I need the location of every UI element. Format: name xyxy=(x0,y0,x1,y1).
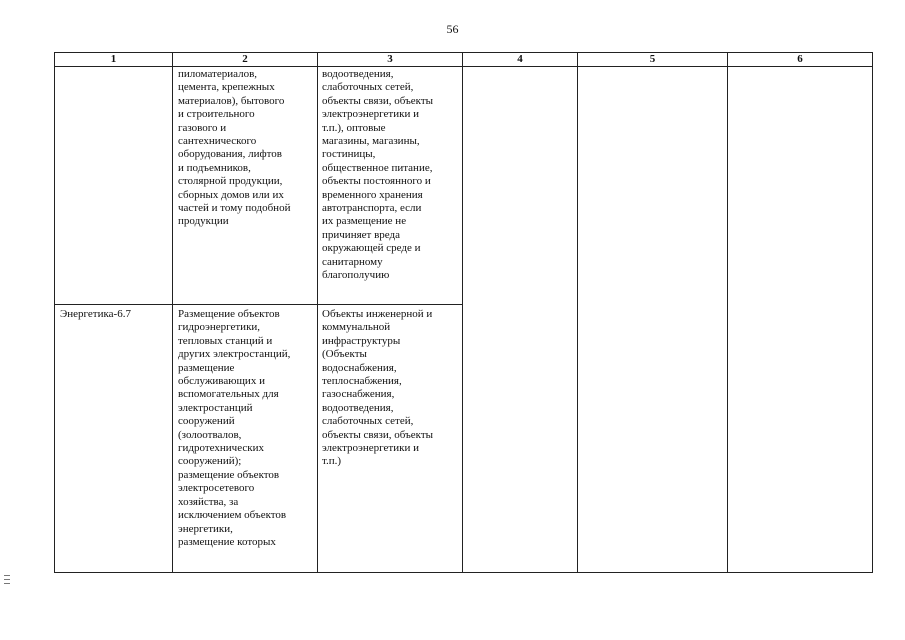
table-bottom-border xyxy=(54,572,873,573)
header-col-4: 4 xyxy=(517,53,523,65)
row2-col3-cell: Объекты инженерной и коммунальной инфраструктуры (Объекты водоснабжения, теплоснабжения, газоснабжения, водоотведения, слаботочных сетей, объекты связи, объекты электроэнергетики и т.п.) xyxy=(322,308,434,468)
header-col-1: 1 xyxy=(110,53,117,65)
table-left-border xyxy=(54,52,55,573)
header-bottom-border xyxy=(54,66,873,67)
row2-col2-cell: Размещение объектов гидроэнергетики, тепловых станций и других электростанций, размещение обслуживающих и вспомогательных для электростанций сооружений (золоотвалов, гидротехнических сооружений); размещение объектов электросетевого хозяйства, за исключением объектов энергетики, размещение которых xyxy=(178,308,291,548)
column-divider-1 xyxy=(172,52,173,573)
row1-col2-cell: пиломатериалов, цемента, крепежных материалов), бытового и строительного газового и сантехнического оборудования, лифтов и подъемников, столярной продукции, сборных домов или их частей и тому подобной продукции xyxy=(178,68,291,228)
column-divider-5 xyxy=(727,52,728,573)
column-divider-4 xyxy=(577,52,578,573)
table-right-border xyxy=(872,52,873,573)
header-col-6: 6 xyxy=(797,53,803,65)
header-col-3: 3 xyxy=(387,53,393,65)
row-divider xyxy=(54,304,462,305)
header-col-2: 2 xyxy=(242,53,248,65)
page-number: 56 xyxy=(446,22,459,36)
column-divider-3 xyxy=(462,52,463,573)
column-divider-2 xyxy=(317,52,318,573)
row2-col1-cell: Энергетика-6.7 xyxy=(60,308,131,320)
margin-scan-mark xyxy=(4,572,10,586)
header-col-5: 5 xyxy=(649,53,656,65)
row1-col3-cell: водоотведения, слаботочных сетей, объекты связи, объекты электроэнергетики и т.п.), оптовые магазины, магазины, гостиницы, общественное питание, объекты постоянного и временного хранения автотранспорта, если их размещение не причиняет вреда окружающей среде и санитарному благополучию xyxy=(322,68,434,282)
